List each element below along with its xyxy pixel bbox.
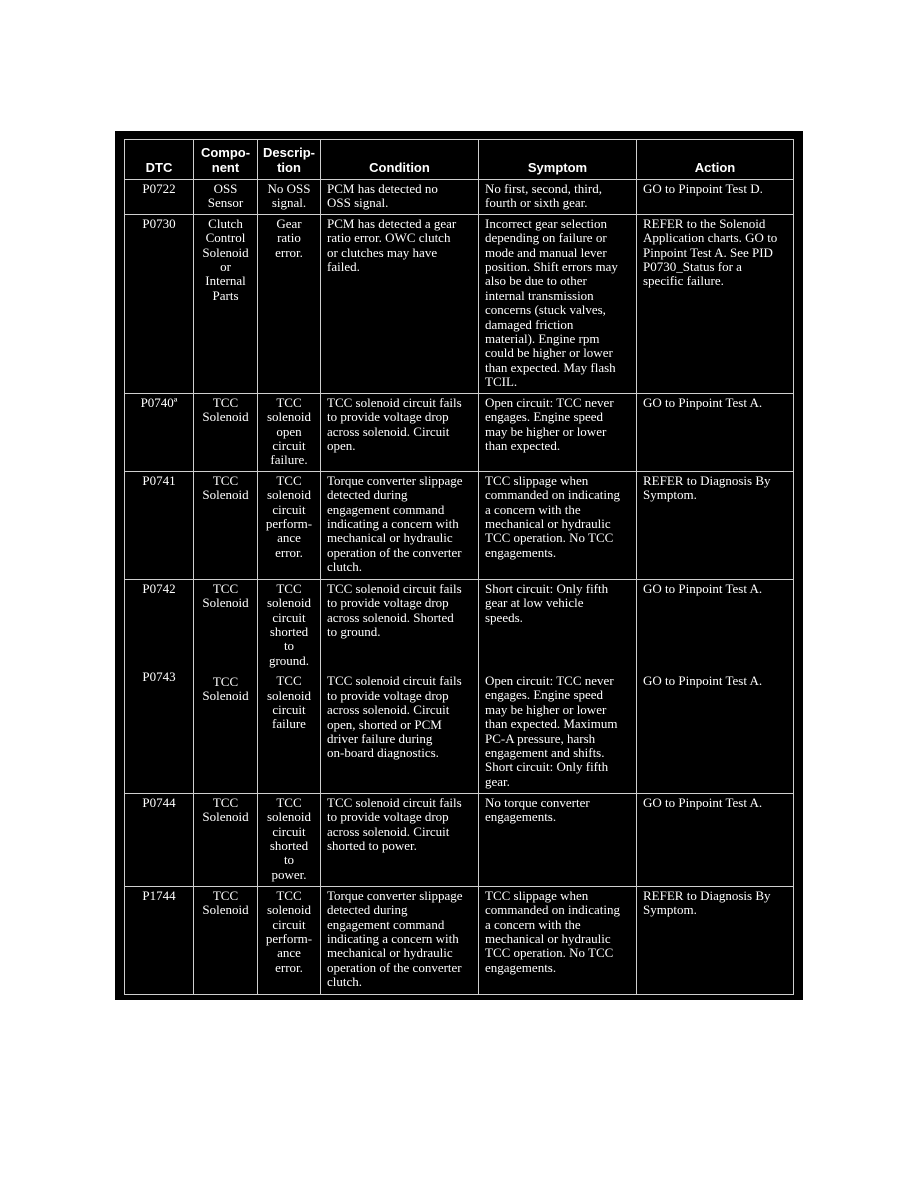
description-cell: Gear ratio error.	[258, 214, 321, 393]
header-component: Compo- nent	[194, 140, 258, 180]
action-cell: GO to Pinpoint Test A.	[637, 793, 794, 886]
dtc-code: P0722	[125, 180, 194, 215]
table-row	[125, 393, 794, 471]
condition-cell: PCM has detected no OSS signal.	[321, 180, 479, 215]
table-header-row	[125, 140, 794, 180]
row-gap	[131, 596, 187, 610]
condition-cell: PCM has detected a gear ratio error. OWC clutch or clutches may have failed.	[321, 214, 479, 393]
header-dtc: DTC	[125, 140, 194, 180]
component-cell: TCC Solenoid	[194, 886, 258, 994]
dtc-code: P0743	[142, 669, 176, 685]
symptom-cell: Open circuit: TCC never engages. Engine speed may be higher or lower than expected. Maximum PC-A pressure, harsh engagement and shifts. Short circuit: Only fifth gear.	[485, 672, 618, 789]
dtc-table-panel	[115, 131, 803, 1000]
symptom-cell: Incorrect gear selection depending on failure or mode and manual lever position. Shift errors may also be due to other internal transmission concerns (stuck valves, damaged friction material). Engine rpm could be higher or lower than expected. May flash TCIL.	[479, 214, 637, 393]
action-cell: GO to Pinpoint Test A.	[643, 580, 763, 596]
header-action: Action	[637, 140, 794, 180]
header-symptom: Symptom	[479, 140, 637, 180]
dtc-code: P0744	[125, 793, 194, 886]
dtc-code: P0742	[142, 580, 176, 596]
action-cell: GO to Pinpoint Test A.	[637, 393, 794, 471]
description-cell: TCC solenoid circuit shorted to power.	[258, 793, 321, 886]
component-pair	[194, 579, 258, 793]
component-cell: OSS Sensor	[194, 180, 258, 215]
condition-cell: TCC solenoid circuit fails to provide voltage drop across solenoid. Circuit open, shorted or PCM driver failure during on-board diagnostics.	[327, 673, 462, 761]
description-cell: TCC solenoid circuit failure	[266, 673, 312, 732]
symptom-cell: TCC slippage when commanded on indicating a concern with the mechanical or hydraulic TCC operation. No TCC engagements.	[479, 886, 637, 994]
symptom-pair	[479, 579, 637, 793]
description-cell: TCC solenoid circuit perform- ance error.	[258, 471, 321, 579]
table-row	[125, 180, 794, 215]
component-cell: TCC Solenoid	[194, 471, 258, 579]
action-cell: GO to Pinpoint Test D.	[637, 180, 794, 215]
dtc-table	[124, 139, 794, 995]
condition-pair	[321, 579, 479, 793]
table-row	[125, 579, 794, 793]
description-cell: TCC solenoid circuit perform- ance error.	[258, 886, 321, 994]
component-cell: TCC Solenoid	[202, 673, 249, 703]
symptom-cell: Short circuit: Only fifth gear at low vehicle speeds.	[485, 580, 609, 625]
condition-cell: Torque converter slippage detected during engagement command indicating a concern with mechanical or hydraulic operation of the converter clutch.	[321, 886, 479, 994]
description-cell: TCC solenoid open circuit failure.	[258, 393, 321, 471]
condition-cell: TCC solenoid circuit fails to provide voltage drop across solenoid. Circuit open.	[321, 393, 479, 471]
symptom-cell: Open circuit: TCC never engages. Engine speed may be higher or lower than expected.	[479, 393, 637, 471]
dtc-code: P0740ª	[125, 393, 194, 471]
header-description: Descrip- tion	[258, 140, 321, 180]
action-cell: REFER to the Solenoid Application charts. GO to Pinpoint Test A. See PID P0730_Status for a specific failure.	[637, 214, 794, 393]
action-pair	[637, 579, 794, 793]
component-cell: TCC Solenoid	[202, 580, 249, 611]
description-cell: TCC solenoid circuit shorted to ground.	[266, 580, 312, 668]
dtc-code: P0730	[125, 214, 194, 393]
symptom-cell: TCC slippage when commanded on indicating a concern with the mechanical or hydraulic TCC operation. No TCC engagements.	[479, 471, 637, 579]
table-row	[125, 471, 794, 579]
table-row	[125, 214, 794, 393]
component-cell: TCC Solenoid	[194, 393, 258, 471]
symptom-cell: No torque converter engagements.	[479, 793, 637, 886]
condition-cell: TCC solenoid circuit fails to provide voltage drop across solenoid. Shorted to ground.	[327, 580, 462, 639]
header-condition: Condition	[321, 140, 479, 180]
table-row	[125, 886, 794, 994]
action-cell: GO to Pinpoint Test A.	[643, 673, 763, 689]
description-cell: No OSS signal.	[258, 180, 321, 215]
table-row	[125, 793, 794, 886]
condition-cell: Torque converter slippage detected during engagement command indicating a concern with mechanical or hydraulic operation of the converter clutch.	[321, 471, 479, 579]
dtc-code: P1744	[125, 886, 194, 994]
component-cell: Clutch Control Solenoid or Internal Parts	[194, 214, 258, 393]
symptom-cell: No first, second, third, fourth or sixth gear.	[479, 180, 637, 215]
dtc-code-pair	[125, 579, 194, 793]
action-cell: REFER to Diagnosis By Symptom.	[637, 886, 794, 994]
dtc-code: P0741	[125, 471, 194, 579]
component-cell: TCC Solenoid	[194, 793, 258, 886]
action-cell: REFER to Diagnosis By Symptom.	[637, 471, 794, 579]
description-pair	[258, 579, 321, 793]
condition-cell: TCC solenoid circuit fails to provide voltage drop across solenoid. Circuit shorted to power.	[321, 793, 479, 886]
